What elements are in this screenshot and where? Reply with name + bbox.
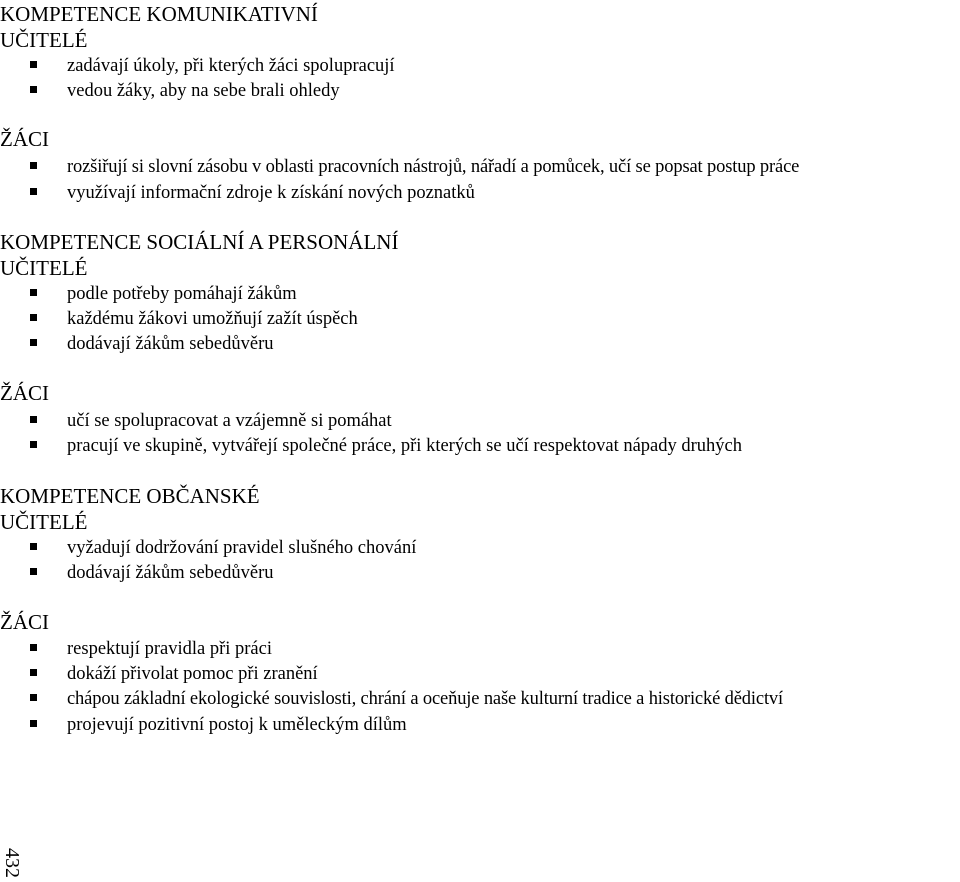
section-title-komunikativni: KOMPETENCE KOMUNIKATIVNÍ	[0, 2, 318, 26]
zaci-label: ŽÁCI	[0, 610, 49, 634]
square-bullet-icon	[30, 543, 37, 550]
list-item-text: dokáží přivolat pomoc při zranění	[67, 664, 318, 684]
square-bullet-icon	[30, 339, 37, 346]
square-bullet-icon	[30, 61, 37, 68]
section-title-obcanske: KOMPETENCE OBČANSKÉ	[0, 484, 260, 508]
ucitele-label: UČITELÉ	[0, 28, 88, 52]
zaci-label: ŽÁCI	[0, 381, 49, 405]
list-item-text: zadávají úkoly, při kterých žáci spolupracují	[67, 56, 395, 76]
list-item-text: dodávají žákům sebedůvěru	[67, 334, 274, 354]
square-bullet-icon	[30, 86, 37, 93]
list-item-text: respektují pravidla při práci	[67, 639, 272, 659]
square-bullet-icon	[30, 568, 37, 575]
square-bullet-icon	[30, 188, 37, 195]
list-item-text: každému žákovi umožňují zažít úspěch	[67, 309, 358, 329]
list-item-text: podle potřeby pomáhají žákům	[67, 284, 297, 304]
list-item-text: vyžadují dodržování pravidel slušného chování	[67, 538, 417, 558]
list-item-text: pracují ve skupině, vytvářejí společné práce, při kterých se učí respektovat nápady druhých	[67, 436, 742, 456]
square-bullet-icon	[30, 644, 37, 651]
ucitele-label: UČITELÉ	[0, 256, 88, 280]
square-bullet-icon	[30, 162, 37, 169]
list-item-text: učí se spolupracovat a vzájemně si pomáhat	[67, 411, 392, 431]
list-item-text: chápou základní ekologické souvislosti, chrání a oceňuje naše kulturní tradice a historické dědictví	[67, 689, 784, 709]
square-bullet-icon	[30, 416, 37, 423]
zaci-label: ŽÁCI	[0, 127, 49, 151]
page-number: 432	[1, 848, 23, 878]
square-bullet-icon	[30, 694, 37, 701]
square-bullet-icon	[30, 720, 37, 727]
ucitele-label: UČITELÉ	[0, 510, 88, 534]
list-item-text: rozšiřují si slovní zásobu v oblasti pracovních nástrojů, nářadí a pomůcek, učí se popsat postup práce	[67, 157, 800, 177]
square-bullet-icon	[30, 289, 37, 296]
list-item-text: vedou žáky, aby na sebe brali ohledy	[67, 81, 340, 101]
square-bullet-icon	[30, 669, 37, 676]
list-item-text: dodávají žákům sebedůvěru	[67, 563, 274, 583]
square-bullet-icon	[30, 314, 37, 321]
list-item-text: využívají informační zdroje k získání nových poznatků	[67, 183, 475, 203]
section-title-socialni-personalni: KOMPETENCE SOCIÁLNÍ A PERSONÁLNÍ	[0, 230, 399, 254]
square-bullet-icon	[30, 441, 37, 448]
list-item-text: projevují pozitivní postoj k uměleckým dílům	[67, 715, 407, 735]
